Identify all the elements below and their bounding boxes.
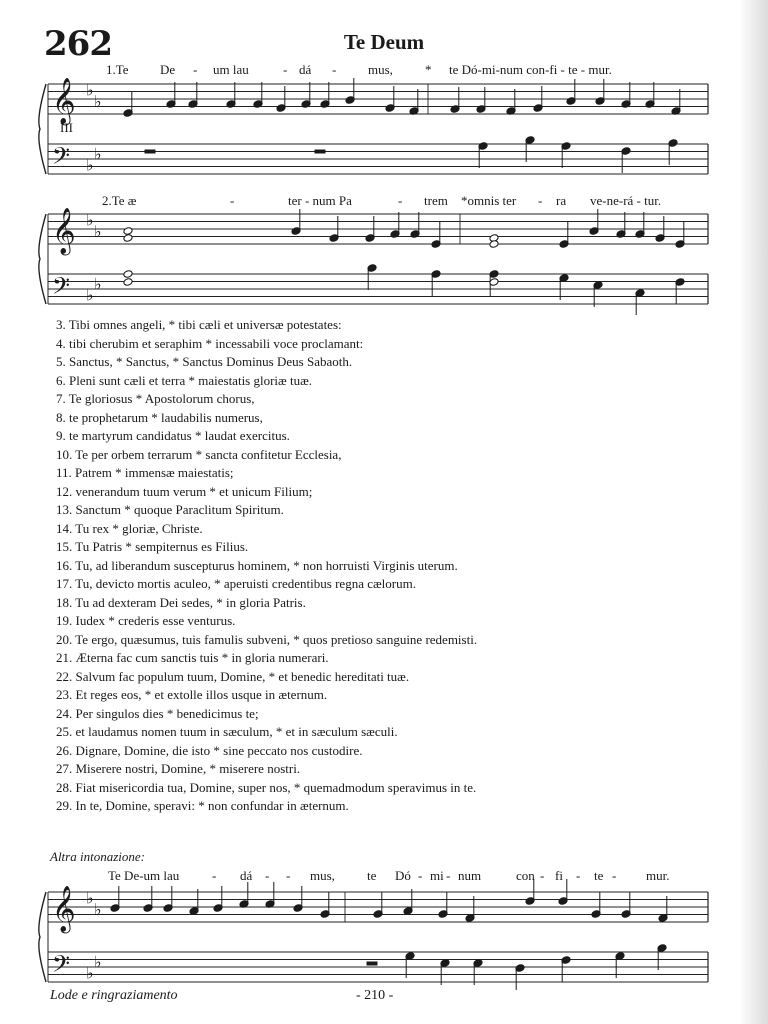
verse-line: 5. Sanctus, * Sanctus, * Sanctus Dominus Deus Sabaoth.	[56, 354, 353, 369]
verse-line: 26. Dignare, Domine, die isto * sine peccato nos custodire.	[56, 742, 363, 758]
lyric-syllable: dá	[240, 868, 253, 883]
lyric-syllable: ter - num Pa	[288, 193, 352, 208]
flat-icon: ♭	[94, 144, 102, 164]
lyric-syllable: -	[332, 62, 337, 77]
alternate-intonation-label: Altra intonazione:	[50, 849, 145, 864]
flat-icon: ♭	[86, 80, 94, 100]
verse-line: 24. Per singulos dies * benedicimus te;	[56, 705, 259, 721]
lyric-syllable: trem	[424, 193, 448, 208]
lyric-syllable: -	[283, 62, 288, 77]
verse-line: 13. Sanctum * quoque Paraclitum Spiritum.	[56, 502, 284, 517]
verse-line: 29. In te, Domine, speravi: * non confundar in æternum.	[56, 798, 349, 813]
lyric-syllable: mus,	[368, 62, 393, 77]
verse-line: 12. venerandum tuum verum * et unicum Filium;	[56, 483, 313, 499]
lyric-syllable: -	[446, 868, 451, 883]
lyric-syllable: Dó	[395, 868, 411, 883]
verse-line: 8. te prophetarum * laudabilis numerus,	[56, 409, 263, 425]
verse-line: 10. Te per orbem terrarum * sancta confitetur Ecclesia,	[56, 446, 342, 462]
treble-clef-icon: 𝄞	[52, 208, 76, 254]
verse-line: 3. Tibi omnes angeli, * tibi cæli et universæ potestates:	[56, 317, 342, 332]
lyric-syllable: ra	[556, 193, 567, 208]
lyric-syllable: mus,	[310, 868, 335, 883]
lyric-syllable: 1.Te	[106, 62, 129, 77]
verse-line: 18. Tu ad dexteram Dei sedes, * in gloria Patris.	[56, 594, 306, 610]
lyric-syllable: fi	[555, 868, 563, 883]
lyric-syllable: De	[160, 62, 176, 77]
bass-clef-icon: 𝄢	[52, 142, 71, 175]
verse-line: 20. Te ergo, quæsumus, tuis famulis subveni, * quos pretioso sanguine redemisti.	[56, 631, 478, 647]
verse-line: 9. te martyrum candidatus * laudat exercitus.	[56, 428, 290, 443]
lyric-syllable: -	[230, 193, 235, 208]
lyric-syllable: num	[458, 868, 482, 883]
lyric-syllable: Te De-um lau	[108, 868, 180, 883]
verse-line: 14. Tu rex * gloriæ, Christe.	[56, 520, 203, 536]
flat-icon: ♭	[86, 285, 94, 305]
bass-clef-icon: 𝄢	[52, 950, 71, 983]
rest	[145, 150, 155, 153]
verse-line: 6. Pleni sunt cæli et terra * maiestatis gloriæ tuæ.	[56, 372, 312, 388]
section-footer: Lode e ringraziamento	[50, 988, 178, 1003]
note-head	[123, 227, 133, 236]
bass-clef-icon: 𝄢	[52, 272, 71, 305]
lyric-syllable: *	[425, 62, 432, 77]
lyric-syllable: *omnis ter	[461, 193, 517, 208]
flat-icon: ♭	[94, 952, 102, 972]
flat-icon: ♭	[94, 899, 102, 919]
brace	[39, 84, 46, 174]
verse-line: 27. Miserere nostri, Domine, * miserere nostri.	[56, 761, 301, 776]
flat-icon: ♭	[94, 221, 102, 241]
verse-line: 7. Te gloriosus * Apostolorum chorus,	[56, 391, 255, 406]
lyric-syllable: um lau	[213, 62, 249, 77]
lyric-syllable: -	[193, 62, 198, 77]
lyric-syllable: te	[367, 868, 377, 883]
brace	[39, 892, 46, 982]
lyric-syllable: -	[540, 868, 545, 883]
verse-line: 11. Patrem * immensæ maiestatis;	[56, 465, 234, 480]
rest	[315, 150, 325, 153]
verse-line: 23. Et reges eos, * et extolle illos usque in æternum.	[56, 687, 328, 702]
lyric-syllable: ve-ne-rá - tur.	[590, 193, 662, 208]
page-number: - 210 -	[356, 988, 394, 1003]
lyric-syllable: te Dó-mi-num con-fi - te - mur.	[449, 62, 612, 77]
treble-clef-icon: 𝄞	[52, 886, 76, 932]
flat-icon: ♭	[86, 155, 94, 175]
verse-line: 21. Æterna fac cum sanctis tuis * in gloria numerari.	[56, 650, 329, 665]
lyric-syllable: mi	[430, 868, 444, 883]
note-head	[123, 278, 133, 287]
verse-line: 22. Salvum fac populum tuum, Domine, * et benedic hereditati tuæ.	[56, 668, 410, 684]
lyric-syllable: con	[516, 868, 535, 883]
verse-line: 15. Tu Patris * sempiternus es Filius.	[56, 539, 249, 554]
lyric-syllable: -	[398, 193, 403, 208]
verse-line: 19. Iudex * crederis esse venturus.	[56, 613, 236, 628]
lyric-syllable: -	[576, 868, 581, 883]
verse-line: 25. et laudamus nomen tuum in sæculum, * et in sæculum sæculi.	[56, 724, 398, 739]
mode-label: III	[60, 120, 73, 135]
flat-icon: ♭	[94, 274, 102, 294]
lyric-syllable: -	[538, 193, 543, 208]
lyric-syllable: -	[286, 868, 291, 883]
flat-icon: ♭	[86, 210, 94, 230]
hymn-number: 262	[44, 24, 112, 64]
lyric-syllable: dá	[299, 62, 312, 77]
verse-list	[56, 316, 477, 816]
treble-clef-icon: 𝄞	[52, 78, 76, 124]
lyric-syllable: te	[594, 868, 604, 883]
lyric-syllable: -	[212, 868, 217, 883]
flat-icon: ♭	[86, 888, 94, 908]
rest	[367, 962, 377, 965]
flat-icon: ♭	[94, 91, 102, 111]
brace	[39, 214, 46, 304]
hymn-title: Te Deum	[343, 30, 425, 54]
note-head	[123, 234, 133, 243]
verse-line: 17. Tu, devicto mortis aculeo, * aperuisti credentibus regna cælorum.	[56, 576, 416, 591]
lyric-syllable: -	[418, 868, 423, 883]
lyric-syllable: -	[265, 868, 270, 883]
verse-line: 4. tibi cherubim et seraphim * incessabili voce proclamant:	[56, 335, 364, 351]
note-head	[123, 270, 133, 279]
verse-line: 16. Tu, ad liberandum suscepturus hominem, * non horruisti Virginis uterum.	[56, 557, 458, 573]
flat-icon: ♭	[86, 963, 94, 983]
lyric-syllable: 2.Te æ	[102, 193, 137, 208]
lyric-syllable: -	[612, 868, 617, 883]
lyric-syllable: mur.	[646, 868, 670, 883]
verse-line: 28. Fiat misericordia tua, Domine, super nos, * quemadmodum speravimus in te.	[56, 779, 477, 795]
